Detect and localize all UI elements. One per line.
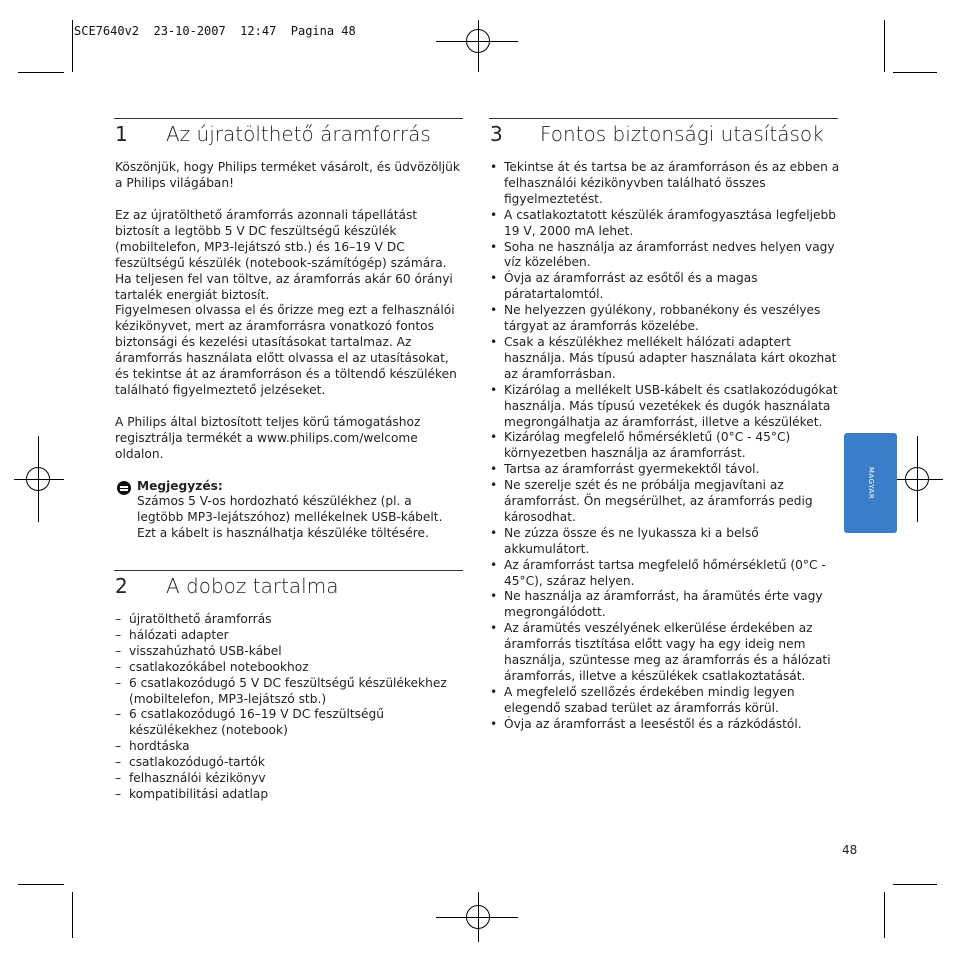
section-2-title: A doboz tartalma [166, 574, 339, 598]
list-item: – újratölthető áramforrás [115, 612, 465, 628]
section-3-title: Fontos biztonsági utasítások [540, 122, 824, 146]
crop-mark [893, 884, 937, 885]
list-item: – 6 csatlakozódugó 16–19 V DC feszültségű készülékekhez (notebook) [115, 707, 465, 739]
list-item: • A csatlakoztatott készülék áramfogyasztása legfeljebb 19 V, 2000 mA lehet. [490, 208, 840, 240]
crop-mark [18, 72, 64, 73]
list-item: • Óvja az áramforrást az esőtől és a magas páratartalomtól. [490, 271, 840, 303]
crop-mark [893, 72, 937, 73]
list-item: – csatlakozókábel notebookhoz [115, 660, 465, 676]
section-1-paragraph: Köszönjük, hogy Philips terméket vásárolt, és üdvözöljük a Philips világában! [115, 160, 460, 190]
crop-mark [72, 892, 73, 938]
list-item: • Csak a készülékhez mellékelt hálózati adaptert használja. Más típusú adapter használata kárt okozhat az áramforrásban. [490, 335, 840, 383]
list-item: • Ne szerelje szét és ne próbálja megjavítani az áramforrást. Ön megsérülhet, az áramforrás pedig károsodhat. [490, 478, 840, 526]
section-3-rule [489, 118, 838, 119]
list-item: • Ne használja az áramforrást, ha áramütés érte vagy megrongálódott. [490, 589, 840, 621]
crop-mark [72, 20, 73, 72]
list-item: – hálózati adapter [115, 628, 465, 644]
list-item: – 6 csatlakozódugó 5 V DC feszültségű készülékekhez (mobiltelefon, MP3-lejátszó stb.) [115, 676, 465, 708]
safety-instructions-list [490, 160, 840, 733]
list-item: – hordtáska [115, 739, 465, 755]
list-item: • Az áramütés veszélyének elkerülése érdekében az áramforrás tisztítása előtt vagy ha egy ideig nem használja, szüntesse meg az áramforrás és a hálózati áramforrás, illetve a készülékek csatlakoztatását. [490, 621, 840, 685]
section-2-rule [114, 570, 463, 571]
list-item: • Ne helyezzen gyúlékony, robbanékony és veszélyes tárgyat az áramforrás közelébe. [490, 303, 840, 335]
list-item: • Az áramforrást tartsa megfelelő hőmérsékletű (0°C - 45°C), száraz helyen. [490, 558, 840, 590]
section-1-paragraph: Figyelmesen olvassa el és őrizze meg ezt a felhasználói kézikönyvet, mert az áramforrásra vonatkozó fontos biztonsági és kezelési utasításokat tartalmaz. Az áramforrás használata előtt olvassa el az utasításokat, és tekintse át az áramforráson és a töltendő készüléken található figyelmeztető jelzéseket. [115, 303, 457, 397]
list-item: • Tartsa az áramforrást gyermekektől távol. [490, 462, 840, 478]
section-1-paragraph: Ez az újratölthető áramforrás azonnali tápellátást biztosít a legtöbb 5 V DC feszültségű készülék (mobiltelefon, MP3-lejátszó stb.) és 16–19 V DC feszültségű készülék (notebook-számítógép) számára. Ha teljesen fel van töltve, az áramforrás akár 60 órányi tartalék energiát biztosít. [115, 208, 453, 302]
print-header: SCE7640v2 23-10-2007 12:47 Pagina 48 [74, 24, 356, 38]
page-number: 48 [842, 843, 858, 857]
list-item: • Óvja az áramforrást a leeséstől és a rázkódástól. [490, 717, 840, 733]
list-item: – csatlakozódugó-tartók [115, 755, 465, 771]
section-1-paragraph: A Philips által biztosított teljes körű támogatáshoz regisztrálja termékét a www.philips.com/welcome oldalon. [115, 415, 421, 461]
note-label: Megjegyzés: [137, 479, 223, 493]
crop-mark [884, 20, 885, 72]
list-item: • Kizárólag megfelelő hőmérsékletű (0°C - 45°C) környezetben használja az áramforrást. [490, 430, 840, 462]
list-item: – kompatibilitási adatlap [115, 787, 465, 803]
note-text: Számos 5 V-os hordozható készülékhez (pl. a legtöbb MP3-lejátszóhoz) mellékelnek USB-kábelt. Ezt a kábelt is használhatja készüléke töltésére. [137, 494, 443, 540]
list-item: • A megfelelő szellőzés érdekében mindig legyen elegendő szabad terület az áramforrás körül. [490, 685, 840, 717]
list-item: • Soha ne használja az áramforrást nedves helyen vagy víz közelében. [490, 240, 840, 272]
list-item: • Tekintse át és tartsa be az áramforráson és az ebben a felhasználói kézikönyvben található összes figyelmeztetést. [490, 160, 840, 208]
section-2-number: 2 [115, 574, 128, 598]
list-item: – visszahúzható USB-kábel [115, 644, 465, 660]
section-1-title: Az újratölthető áramforrás [166, 122, 431, 146]
section-3-number: 3 [490, 122, 503, 146]
crop-mark [18, 884, 64, 885]
crop-mark [884, 892, 885, 938]
list-item: – felhasználói kézikönyv [115, 771, 465, 787]
language-tab [844, 433, 897, 533]
language-tab-label: MAGYAR [866, 466, 875, 500]
note-icon [117, 481, 131, 495]
box-contents-list [115, 612, 465, 803]
list-item: • Kizárólag a mellékelt USB-kábelt és csatlakozódugókat használja. Más típusú vezetékek és dugók használata megrongálhatja az áramforrást, illetve a készüléket. [490, 383, 840, 431]
list-item: • Ne zúzza össze és ne lyukassza ki a belső akkumulátort. [490, 526, 840, 558]
section-1-rule [114, 118, 463, 119]
section-1-number: 1 [115, 122, 128, 146]
